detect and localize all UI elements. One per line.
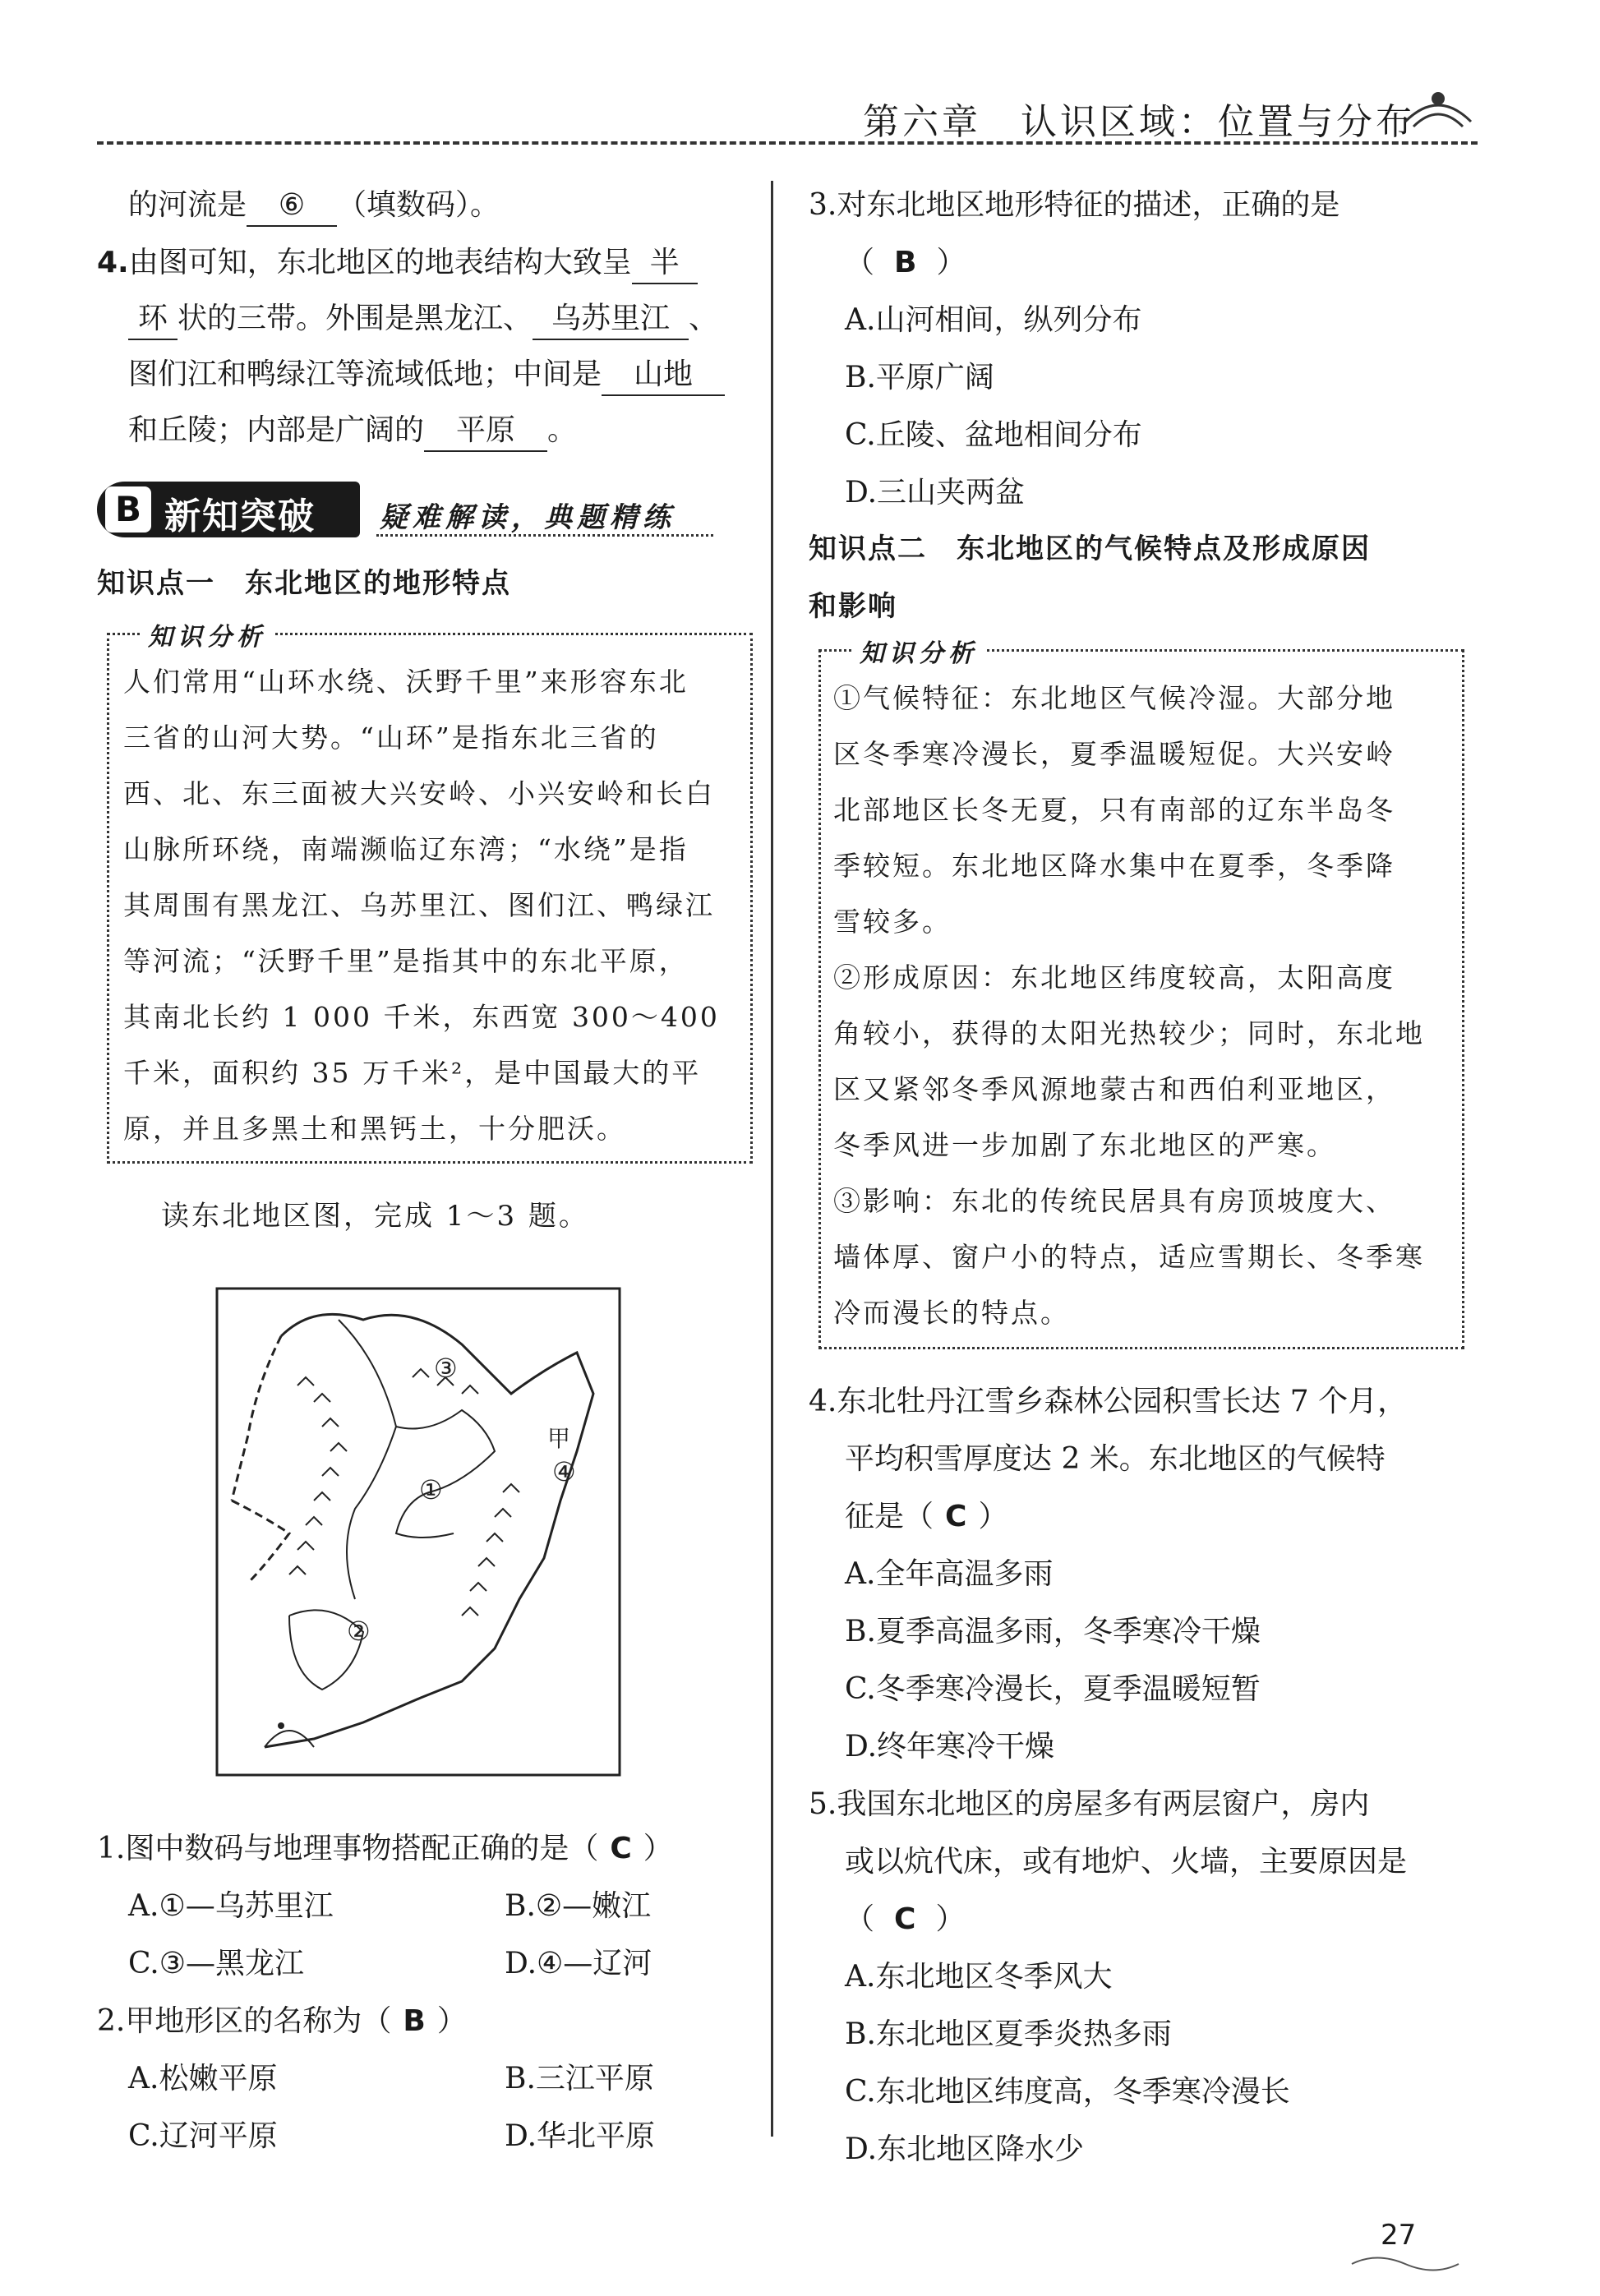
- map-label-4: ④: [552, 1456, 576, 1487]
- q2-stem: 2.甲地形区的名称为（ B ）: [97, 2004, 467, 2038]
- q4-option-a[interactable]: A.全年高温多雨: [845, 1557, 1054, 1591]
- q3-option-c[interactable]: C.丘陵、盆地相间分布: [845, 418, 1142, 452]
- q2-option-d[interactable]: D.华北平原: [505, 2119, 656, 2153]
- q4-option-c[interactable]: C.冬季寒冷漫长，夏季温暖短暂: [845, 1672, 1261, 1706]
- map-prompt: 读东北地区图，完成 1～3 题。: [161, 1200, 589, 1233]
- q3-option-d[interactable]: D.三山夹两盆: [845, 476, 1026, 509]
- answer-blank: 环: [128, 299, 178, 340]
- answer-blank: 山地: [602, 355, 725, 396]
- q5-option-c[interactable]: C.东北地区纬度高，冬季寒冷漫长: [845, 2075, 1290, 2109]
- knowledge-point-1: 知识点一 东北地区的地形特点: [97, 567, 511, 600]
- footer-ornament-icon: [1348, 2252, 1463, 2276]
- q4-option-d[interactable]: D.终年寒冷干燥: [845, 1730, 1055, 1763]
- q5-line2: 或以炕代床，或有地炉、火墙，主要原因是: [845, 1845, 1408, 1879]
- q5-option-a[interactable]: A.东北地区冬季风大: [845, 1960, 1113, 1994]
- page-number: 27: [1381, 2219, 1417, 2252]
- box2-text: ①气候特征：东北地区气候冷湿。大部分地 区冬季寒冷漫长，夏季温暖短促。大兴安岭 北部地区长冬无夏，只有南部的辽东半岛冬 季较短。东北地区降水集中在夏季，冬季降 雪较多。 ②形成原因：东北地区纬度较高，太阳高度 角较小，获得的太阳光热较少；同时，东北地 区又紧邻冬季风源地蒙古和西伯利亚地区， 冬季风进一步加剧了东北地区的严寒。 ③影响：东北的传统民居具有房顶坡度大、 墙体厚、窗户小的特点，适应雪期长、冬季寒 冷而漫长的特点。: [833, 682, 1425, 1329]
- map-label-2: ②: [347, 1616, 371, 1647]
- header-ornament-icon: [1397, 81, 1479, 138]
- map-label-1: ①: [419, 1474, 443, 1505]
- q2-option-c[interactable]: C.辽河平原: [128, 2119, 278, 2153]
- q1-option-d[interactable]: D.④—辽河: [505, 1947, 652, 1980]
- q5-option-d[interactable]: D.东北地区降水少: [845, 2132, 1085, 2166]
- map-label-jia: 甲: [547, 1425, 571, 1452]
- knowledge-point-2-line2: 和影响: [809, 590, 897, 623]
- answer-blank: 乌苏里江: [533, 299, 689, 340]
- q4-left-line1: 4.由图可知，东北地区的地表结构大致呈 半: [97, 243, 698, 284]
- banner-letter: B: [105, 486, 151, 533]
- slogan-underline: [376, 534, 713, 537]
- q3-option-a[interactable]: A.山河相间，纵列分布: [845, 303, 1142, 337]
- q4-left-line4: 和丘陵；内部是广阔的 平原 。: [128, 411, 577, 452]
- q4-left-line2: 环 状的三带。外围是黑龙江、 乌苏里江 、: [128, 299, 718, 340]
- box1-text: 人们常用“山环水绕、沃野千里”来形容东北 三省的山河大势。“山环”是指东北三省的 西、北、东三面被大兴安岭、小兴安岭和长白 山脉所环绕，南端濒临辽东湾；“水绕”是指 其周围有黑龙江、乌苏里江、图们江、鸭绿江 等河流；“沃野千里”是指其中的东北平原， 其南北长约 1 000 千米，东西宽 300～400 千米，面积约 35 万千米²，是中国最大的平 原，并且多黑土和黑钙土，十分肥沃。: [123, 666, 720, 1145]
- q4-left-line3: 图们江和鸭绿江等流域低地；中间是 山地: [128, 355, 725, 396]
- banner-title: 新知突破: [164, 496, 316, 537]
- q5-option-b[interactable]: B.东北地区夏季炎热多雨: [845, 2017, 1172, 2051]
- northeast-map: [215, 1287, 621, 1777]
- q4-option-b[interactable]: B.夏季高温多雨，冬季寒冷干燥: [845, 1615, 1261, 1648]
- q1-option-a[interactable]: A.①—乌苏里江: [128, 1889, 334, 1923]
- q4-right-line2: 平均积雪厚度达 2 米。东北地区的气候特: [845, 1442, 1386, 1476]
- q5-line1: 5.我国东北地区的房屋多有两层窗户，房内: [809, 1787, 1370, 1821]
- map-label-3: ③: [434, 1353, 458, 1384]
- q1-option-c[interactable]: C.③—黑龙江: [128, 1947, 304, 1980]
- q1-stem: 1.图中数码与地理事物搭配正确的是（ C ）: [97, 1832, 673, 1865]
- answer-blank: ⑥: [247, 186, 337, 227]
- q2-option-b[interactable]: B.三江平原: [505, 2062, 654, 2095]
- box-title: 知识分析: [140, 616, 274, 652]
- box-title: 知识分析: [851, 633, 986, 669]
- intro-question: 的河流是 ⑥ （填数码）。: [128, 186, 500, 227]
- header-divider: [97, 141, 1478, 145]
- banner-slogan: 疑难解读，典题精练: [380, 501, 676, 534]
- q4-right-line3: 征是（ C ）: [845, 1500, 1008, 1533]
- q5-answer: （ C ）: [845, 1902, 966, 1936]
- q4-right-line1: 4.东北牡丹江雪乡森林公园积雪长达 7 个月，: [809, 1385, 1408, 1418]
- knowledge-point-2-line1: 知识点二 东北地区的气候特点及形成原因: [809, 533, 1371, 565]
- q2-option-a[interactable]: A.松嫩平原: [128, 2062, 278, 2095]
- answer-blank: 半: [632, 243, 698, 284]
- q3-option-b[interactable]: B.平原广阔: [845, 361, 994, 394]
- chapter-header: 第六章 认识区域：位置与分布: [863, 101, 1415, 143]
- q3-stem: 3.对东北地区地形特征的描述，正确的是: [809, 188, 1340, 222]
- column-divider: [771, 181, 773, 2137]
- answer-blank: 平原: [424, 411, 547, 452]
- q3-answer: （ B ）: [845, 246, 966, 279]
- q1-option-b[interactable]: B.②—嫩江: [505, 1889, 652, 1923]
